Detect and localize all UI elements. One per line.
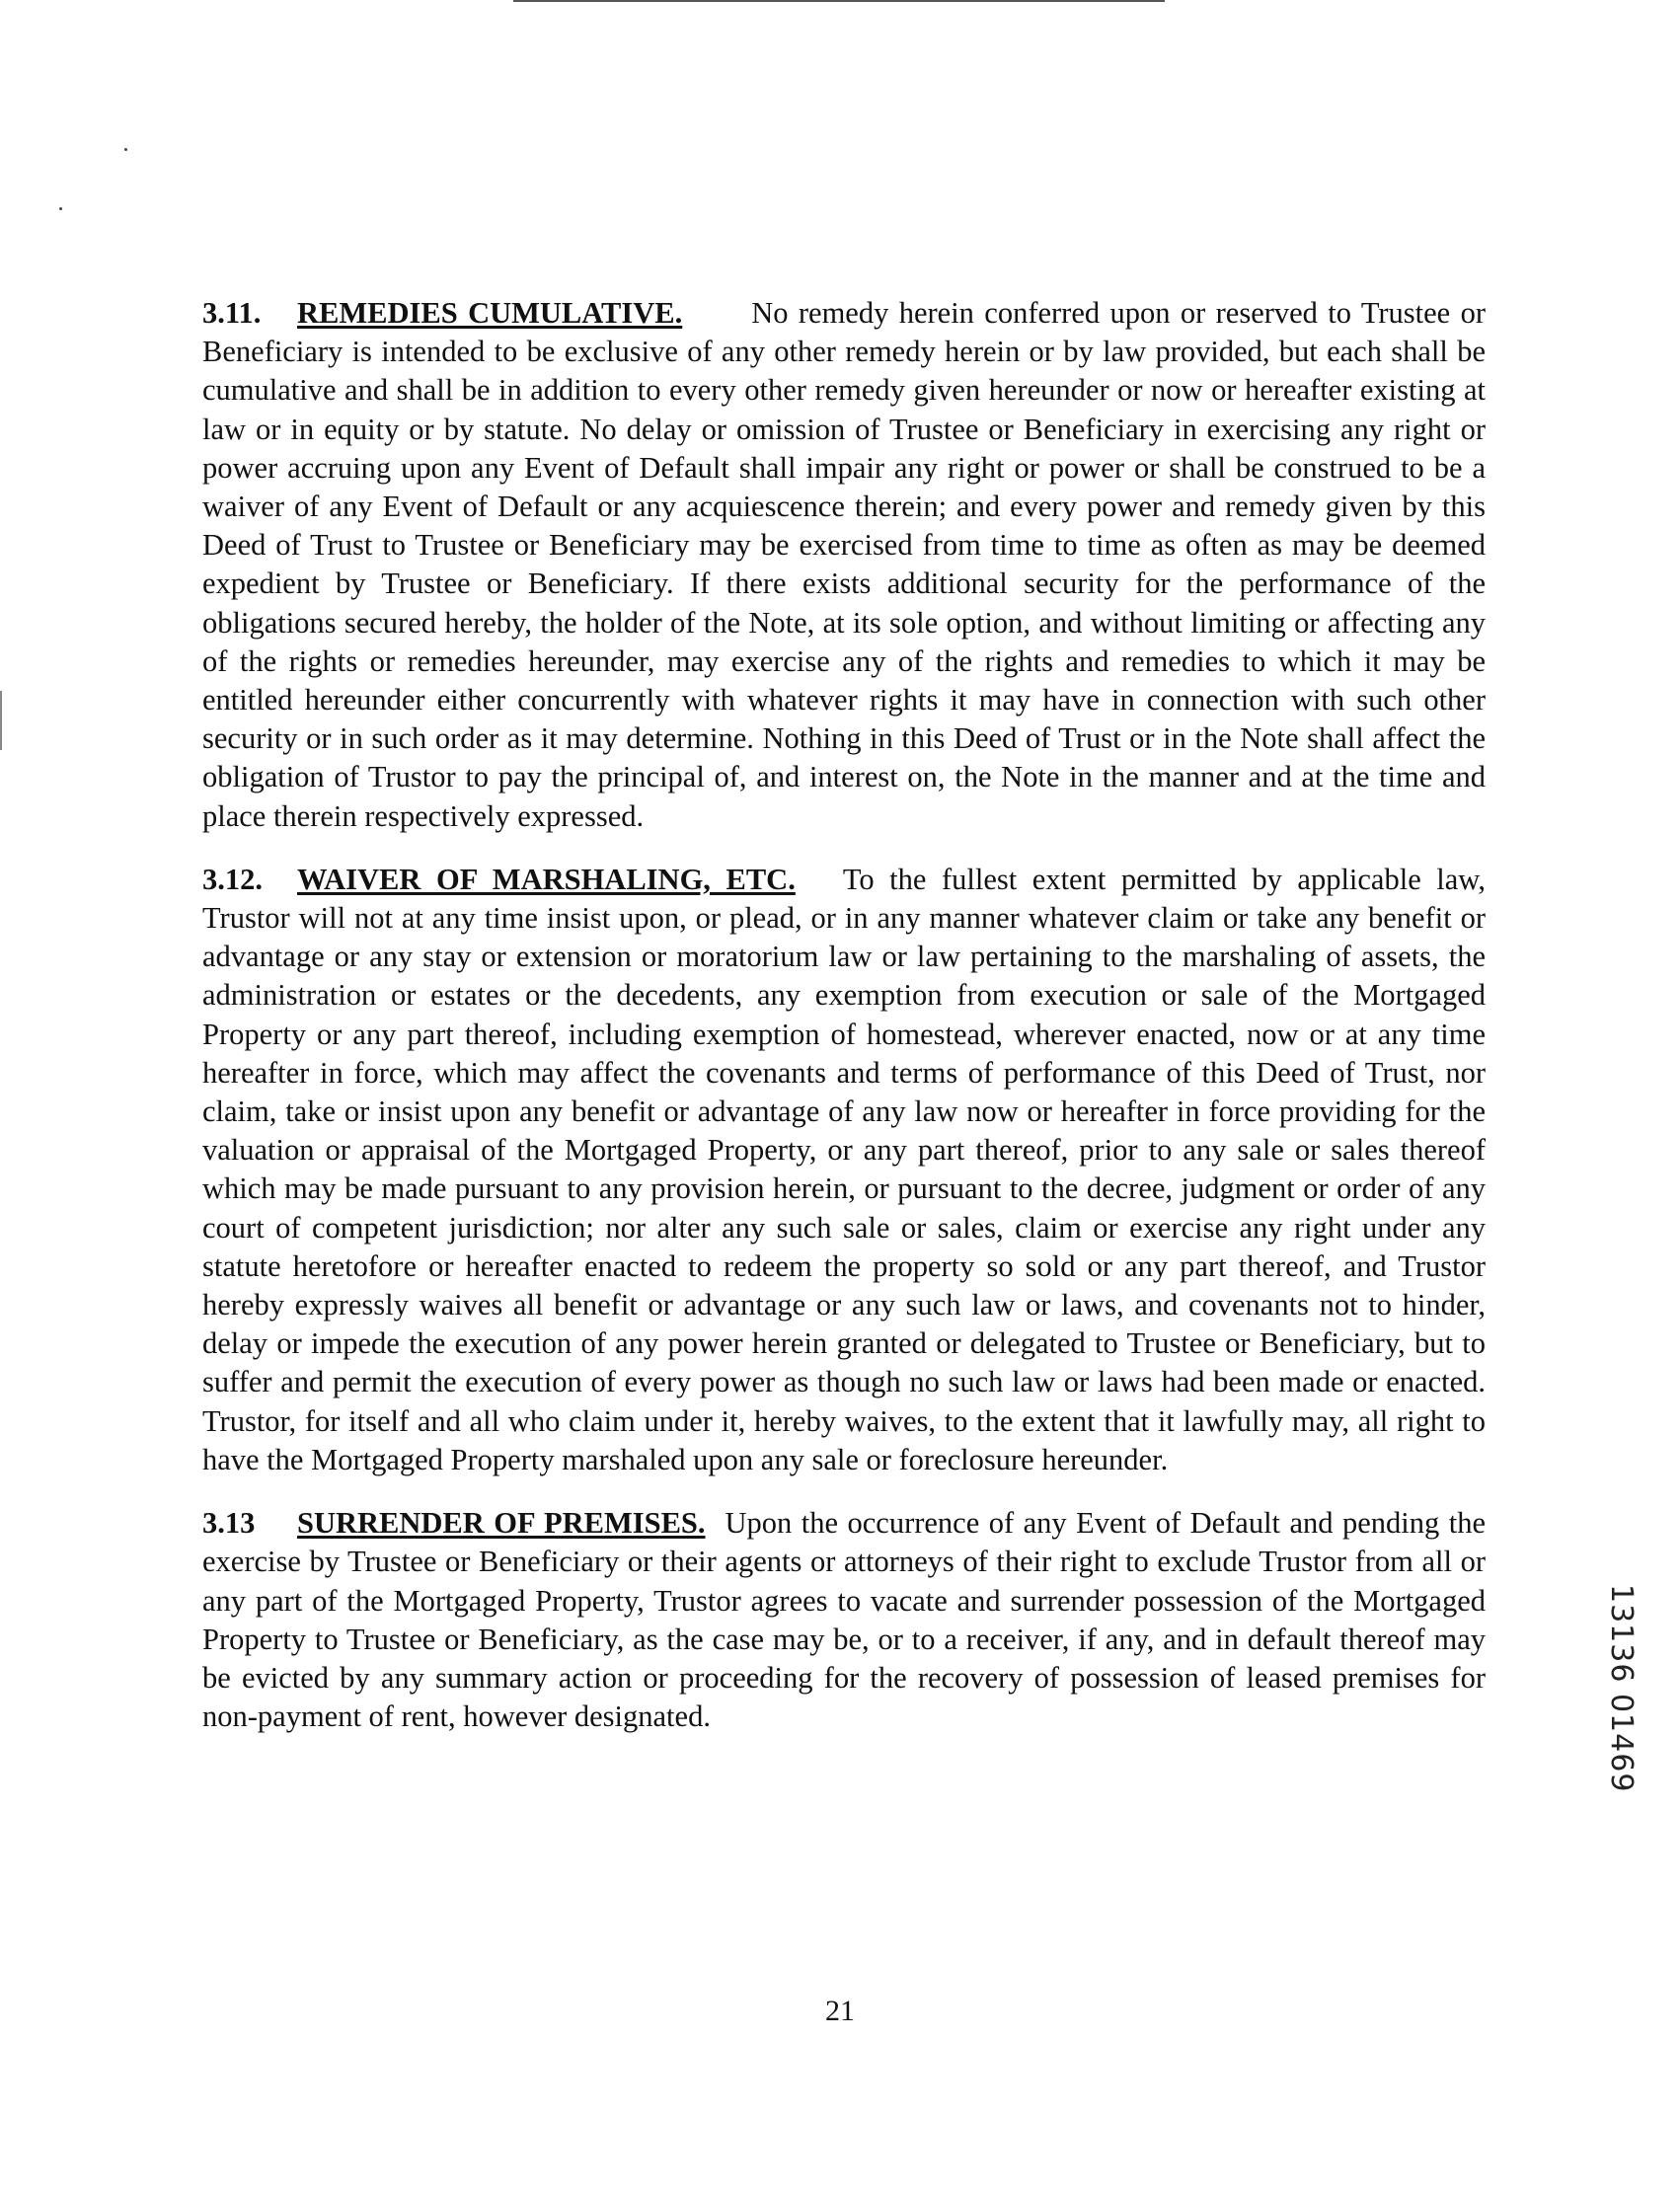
section-heading: SURRENDER OF PREMISES. — [297, 1506, 706, 1541]
top-scan-rule — [513, 0, 1165, 2]
page-number: 21 — [825, 1995, 855, 2027]
scan-speck — [124, 148, 127, 151]
section-heading: WAIVER OF MARSHALING, ETC. — [297, 862, 796, 896]
section-3-12 — [202, 861, 1486, 1479]
scan-speck — [59, 207, 62, 210]
section-3-11 — [202, 294, 1486, 836]
section-heading: REMEDIES CUMULATIVE. — [297, 296, 683, 330]
section-number: 3.11. — [202, 296, 262, 330]
section-3-13 — [202, 1504, 1486, 1736]
section-number: 3.13 — [202, 1506, 256, 1541]
section-text: To the fullest extent permitted by applicable law, Trustor will not at any time insist upon, or plead, or in any manner whatever claim or take any benefit or advantage or any stay or extension or moratorium law or law pertaining to the marshaling of assets, the administration or estates or the decedents, any exemption from execution or sale of the Mortgaged Property or any part thereof, including exemption of homestead, wherever enacted, now or at any time hereafter in force, which may affect the covenants and terms of performance of this Deed of Trust, nor claim, take or insist upon any benefit or advantage of any law now or hereafter in force providing for the valuation or appraisal of the Mortgaged Property, or any part thereof, prior to any sale or sales thereof which may be made pursuant to any provision herein, or pursuant to the decree, judgment or order of any court of competent jurisdiction; nor alter any such sale or sales, claim or exercise any right under any statute heretofore or hereafter enacted to redeem the property so sold or any part thereof, and Trustor hereby expressly waives all benefit or advantage or any such law or laws, and covenants not to hinder, delay or impede the execution of any power herein granted or delegated to Trustee or Beneficiary, but to suffer and permit the execution of every power as though no such law or laws had been made or enacted. Trustor, for itself and all who claim under it, hereby waives, to the extent that it lawfully may, all right to have the Mortgaged Property marshaled upon any sale or foreclosure hereunder. — [202, 862, 1486, 1476]
scan-edge-mark — [0, 691, 2, 750]
section-text: Upon the occurrence of any Event of Default and pending the exercise by Trustee or Beneficiary or their agents or attorneys of their right to exclude Trustor from all or any part of the Mortgaged Property, Trustor agrees to vacate and surrender possession of the Mortgaged Property to Trustee or Beneficiary, as the case may be, or to a receiver, if any, and in default thereof may be evicted by any summary action or proceeding for the recovery of possession of leased premises for non-payment of rent, however designated. — [202, 1506, 1486, 1734]
recording-reference-number: 13136 01469 — [1604, 1584, 1639, 1793]
section-text: No remedy herein conferred upon or reserved to Trustee or Beneficiary is intended to be exclusive of any other remedy herein or by law provided, but each shall be cumulative and shall be in addition to every other remedy given hereunder or now or hereafter existing at law or in equity or by statute. No delay or omission of Trustee or Beneficiary in exercising any right or power accruing upon any Event of Default shall impair any right or power or shall be construed to be a waiver of any Event of Default or any acquiescence therein; and every power and remedy given by this Deed of Trust to Trustee or Beneficiary may be exercised from time to time as often as may be deemed expedient by Trustee or Beneficiary. If there exists additional security for the performance of the obligations secured hereby, the holder of the Note, at its sole option, and without limiting or affecting any of the rights or remedies hereunder, may exercise any of the rights and remedies to which it may be entitled hereunder either concurrently with whatever rights it may have in connection with such other security or in such order as it may determine. Nothing in this Deed of Trust or in the Note shall affect the obligation of Trustor to pay the principal of, and interest on, the Note in the manner and at the time and place therein respectively expressed. — [202, 296, 1486, 833]
document-body — [202, 294, 1486, 1761]
section-number: 3.12. — [202, 862, 263, 896]
